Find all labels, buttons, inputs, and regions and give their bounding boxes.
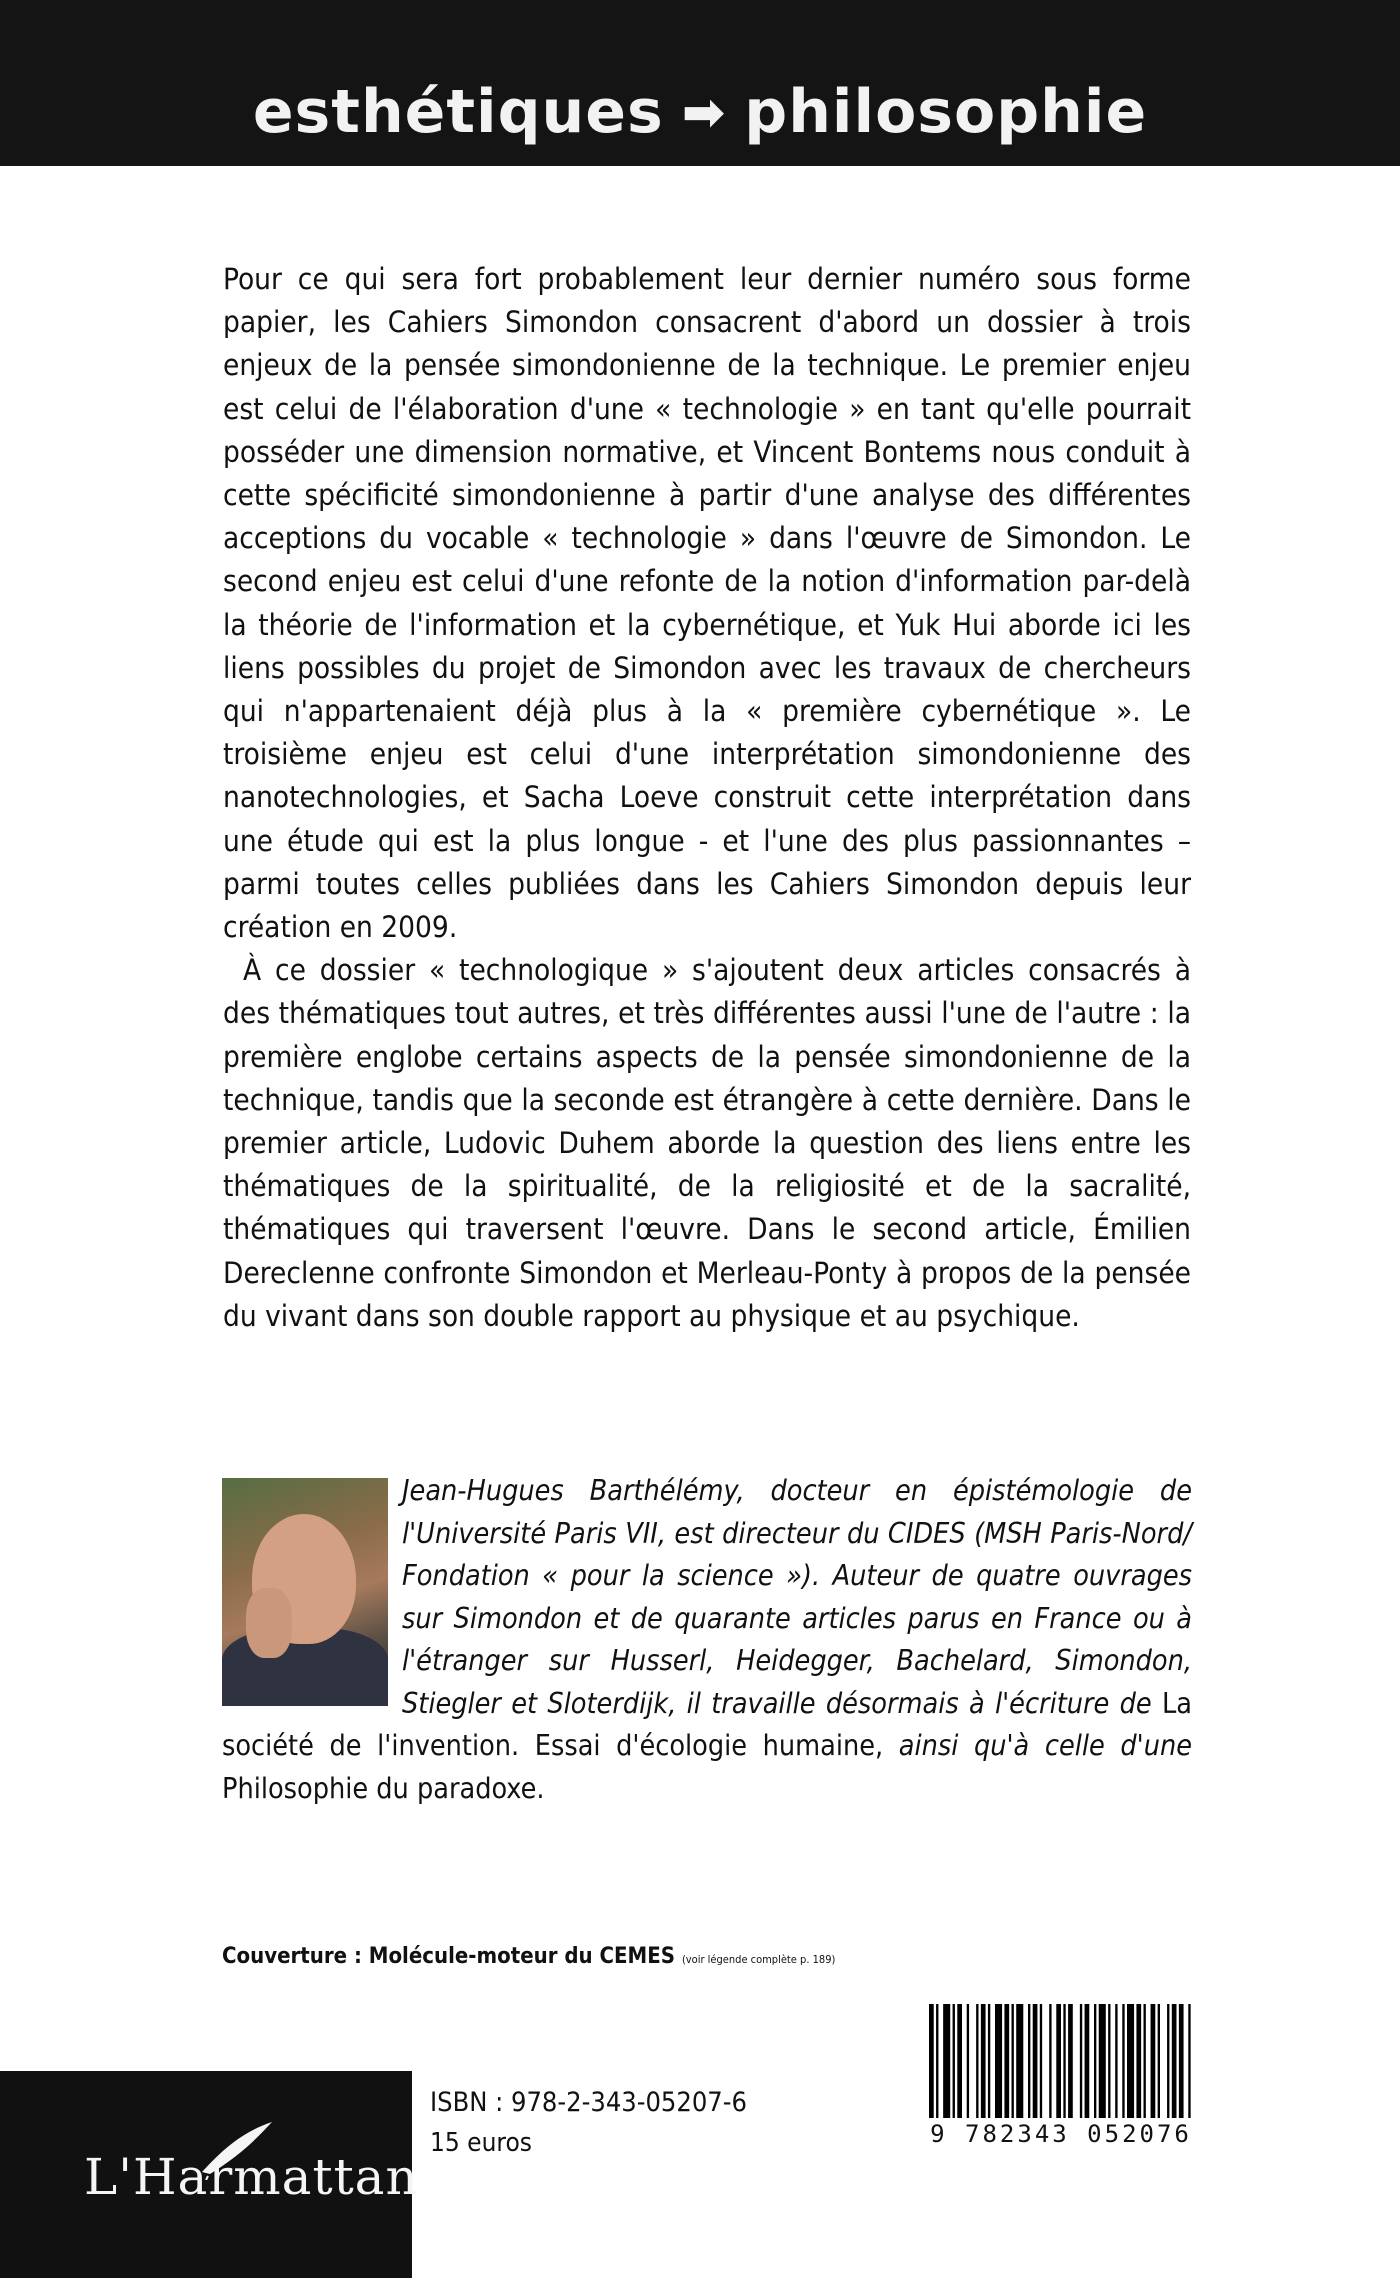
barcode-digits: 9 782343 052076 — [930, 2120, 1192, 2148]
barcode-bar — [988, 2004, 990, 2118]
author-name: Jean-Hugues Barthélémy — [402, 1474, 737, 1507]
barcode-bar — [1094, 2004, 1096, 2118]
barcode-bar — [929, 2004, 934, 2118]
barcode-bar — [981, 2004, 986, 2118]
series-title — [0, 72, 1400, 153]
barcode-bar — [1108, 2004, 1110, 2118]
barcode-bar — [957, 2004, 962, 2118]
barcode-bar — [1012, 2004, 1014, 2118]
series-left: esthétiques — [252, 77, 664, 147]
barcode-bar — [1099, 2004, 1106, 2118]
author-bio-text-2: ainsi qu'à celle d'une — [883, 1729, 1192, 1762]
barcode-bar — [976, 2004, 978, 2118]
series-header — [0, 0, 1400, 166]
barcode-bar — [1049, 2004, 1051, 2118]
barcode-bar — [1158, 2004, 1160, 2118]
barcode-bar — [1068, 2004, 1073, 2118]
description-paragraph-2: À ce dossier « technologique » s'ajoutent deux articles consacrés à des thématiques tout autres, et très différentes aussi l'une de l'autre : la première englobe certains aspects de la pensée simondonienne de la technique, tandis que la seconde est étrangère à cette dernière. Dans le premier article, Ludovic Duhem aborde la question des liens entre les thématiques de la spiritualité, de la religiosité et de la sacralité, thématiques qui traversent l'œuvre. Dans le second article, Émilien Dereclenne confronte Simondon et Merleau-Ponty à propos de la pensée du vivant dans son double rapport au physique et au psychique. — [223, 953, 1191, 1333]
barcode-bar — [1127, 2004, 1134, 2118]
barcode-bar — [1151, 2004, 1156, 2118]
barcode-bar — [1122, 2004, 1124, 2118]
barcode-bar — [1136, 2004, 1141, 2118]
barcode-bar — [967, 2004, 969, 2118]
barcode-bar — [1115, 2004, 1117, 2118]
barcode — [926, 2004, 1196, 2150]
cover-credit-label: Couverture : Molécule-moteur du CEMES — [222, 1944, 676, 1969]
barcode-bar — [1172, 2004, 1177, 2118]
isbn: ISBN : 978-2-343-05207-6 — [430, 2087, 747, 2118]
arrow-icon: ➡ — [681, 83, 727, 143]
book-description — [223, 258, 1191, 1338]
publisher-name: L'Harmattan — [84, 2148, 419, 2206]
barcode-bar — [1028, 2004, 1030, 2118]
barcode-bar — [1179, 2004, 1184, 2118]
barcode-bar — [1085, 2004, 1090, 2118]
barcode-bar — [1188, 2004, 1190, 2118]
author-bio — [222, 1470, 1192, 1810]
barcode-bar — [953, 2004, 955, 2118]
description-paragraph-1: Pour ce qui sera fort probablement leur dernier numéro sous forme papier, les Cahiers Simondon consacrent d'abord un dossier à trois enjeux de la pensée simondonienne de la technique. Le premier enjeu est celui de l'élaboration d'une « technologie » en tant qu'elle pourrait posséder une dimension normative, et Vincent Bontems nous conduit à cette spécificité simondonienne à partir d'une analyse des différentes acceptions du vocable « technologie » dans l'œuvre de Simondon. Le second enjeu est celui d'une refonte de la notion d'information par-delà la théorie de l'information et la cybernétique, et Yuk Hui aborde ici les liens possibles du projet de Simondon avec les travaux de chercheurs qui n'appartenaient déjà plus à la « première cybernétique ». Le troisième enjeu est celui d'une interprétation simondonienne des nanotechnologies, et Sacha Loeve construit cette interprétation dans une étude qui est la plus longue - et l'une des plus passionnantes – parmi toutes celles publiées dans les Cahiers Simondon depuis leur création en 2009. — [223, 262, 1191, 945]
barcode-bars — [929, 2004, 1193, 2118]
cover-credit — [222, 1944, 835, 1969]
series-right: philosophie — [744, 77, 1148, 147]
cover-credit-note: (voir légende complète p. 189) — [681, 1953, 836, 1966]
barcode-bar — [995, 2004, 1002, 2118]
book-title-2: Philosophie du paradoxe. — [222, 1771, 545, 1805]
barcode-bar — [1033, 2004, 1038, 2118]
book-title-1: La société de l'invention. Essai d'écologie humaine, — [222, 1686, 1192, 1762]
barcode-bar — [936, 2004, 938, 2118]
barcode-bar — [943, 2004, 950, 2118]
barcode-bar — [1056, 2004, 1061, 2118]
barcode-bar — [1080, 2004, 1082, 2118]
barcode-bar — [1040, 2004, 1042, 2118]
author-bio-text: , docteur en épistémologie de l'Université Paris VII, est directeur du CIDES (MSH Paris-Nord/ Fondation « pour la science »). Auteur de quatre ouvrages sur Simondon et de quarante articles parus en France ou à l'étranger sur Husserl, Heidegger, Bachelard, Simondon, Stiegler et Sloterdijk, il travaille désormais à l'écriture de — [402, 1474, 1192, 1720]
barcode-bar — [1144, 2004, 1146, 2118]
barcode-bar — [1004, 2004, 1009, 2118]
price: 15 euros — [430, 2128, 532, 2158]
barcode-bar — [1063, 2004, 1065, 2118]
barcode-bar — [1016, 2004, 1023, 2118]
barcode-bar — [1167, 2004, 1169, 2118]
